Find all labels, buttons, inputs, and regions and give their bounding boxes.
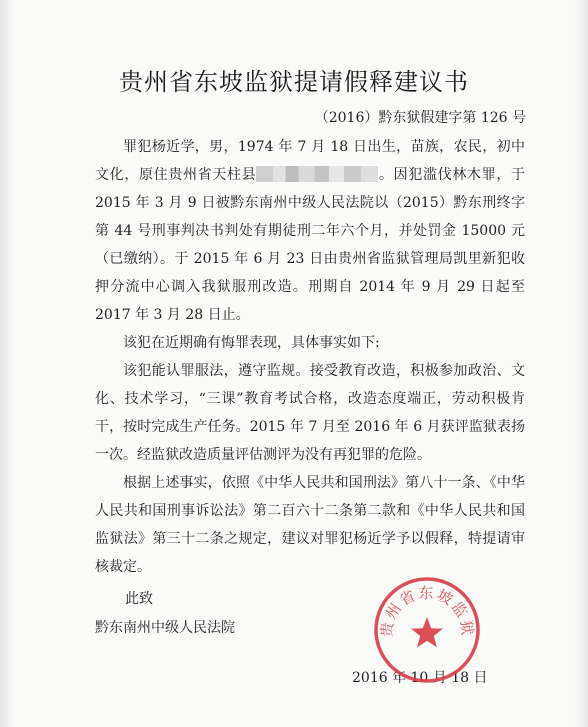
paragraph-prisoner-info [95, 133, 525, 329]
document-date: 2016 年 10 月 18 日 [352, 670, 488, 686]
page-edge-left [0, 0, 14, 727]
paragraph-prisoner-info-part1: 罪犯杨近学，男，1974 年 7 月 18 日出生，苗族，农民，初中文化，原住贵州省天柱县 [95, 139, 525, 183]
recipient-court: 黔东南州中级人民法院 [95, 620, 235, 636]
closing-greeting: 此致 [125, 591, 153, 607]
paragraph-prisoner-info-part2: 。因犯滥伐林木罪，于 2015 年 3 月 9 日被黔东南州中级人民法院以（2015）黔东刑终字第 44 号刑事判决书判处有期徒刑二年六个月，并处罚金 15000 元（已缴纳）。于 2015 年 6 月 23 日由贵州省监狱管理局凯里新犯收押分流中心调入我狱服刑改造。刑期自 2014 年 9 月 29 日起至 2017 年 3 月 28 日止。 [95, 167, 526, 323]
redacted-address [256, 166, 378, 182]
paragraph-legal-basis: 根据上述事实，依照《中华人民共和国刑法》第八十一条、《中华人民共和国刑事诉讼法》第二百六十二条第二款和《中华人民共和国监狱法》第三十二条之规定，建议对罪犯杨近学予以假释，特提请审核裁定。 [95, 475, 525, 575]
document-title: 贵州省东坡监狱提请假释建议书 [119, 68, 469, 96]
seal-star-icon [411, 617, 443, 647]
document-body [95, 133, 525, 581]
paragraph-facts: 该犯能认罪服法，遵守监规。接受教育改造，积极参加政治、文化、技术学习，“三课”教育考试合格，改造态度端正，劳动积极肯干，按时完成生产任务。2015 年 7 月至 2016 年 6 月获评监狱表扬一次。经监狱改造质量评估测评为没有再犯罪的危险。 [95, 363, 525, 463]
page-edge-right [574, 0, 588, 727]
document-number: （2016）黔东狱假建字第 126 号 [314, 110, 526, 126]
official-seal-stamp [372, 575, 482, 685]
seal-ring-textpath: 贵州省东坡监狱 [377, 584, 477, 639]
paragraph-intro-facts: 该犯在近期确有悔罪表现，具体事实如下: [123, 335, 380, 351]
